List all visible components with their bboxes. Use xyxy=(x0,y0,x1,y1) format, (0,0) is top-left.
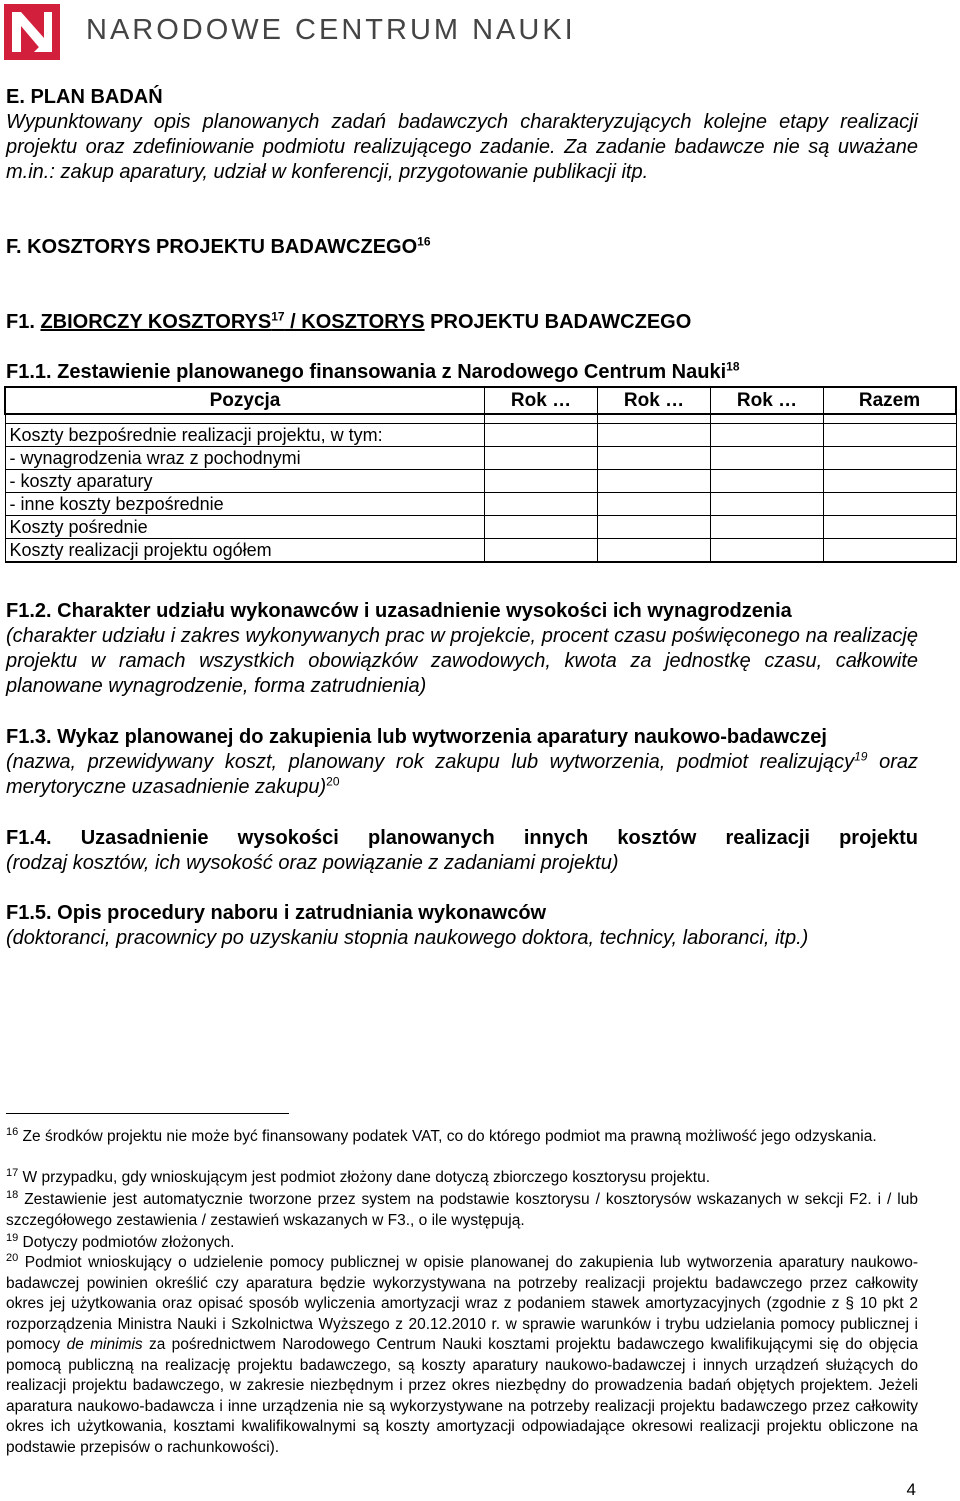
table-spacer-row xyxy=(5,414,956,424)
table-cell[interactable] xyxy=(711,516,824,539)
table-cell[interactable] xyxy=(598,470,711,493)
section-f1-prefix: F1. xyxy=(6,311,41,333)
section-f1-title xyxy=(6,311,691,334)
table-cell[interactable] xyxy=(485,447,598,470)
table-cell[interactable] xyxy=(598,493,711,516)
row-label: Koszty pośrednie xyxy=(5,516,485,539)
table-row xyxy=(5,470,956,493)
section-f-title-text: F. KOSZTORYS PROJEKTU BADAWCZEGO xyxy=(6,236,418,258)
header-razem: Razem xyxy=(824,387,957,414)
table-cell[interactable] xyxy=(824,493,957,516)
table-cell[interactable] xyxy=(824,447,957,470)
footnote-ref-19: 19 xyxy=(854,749,868,764)
table-cell[interactable] xyxy=(711,493,824,516)
table-row xyxy=(5,493,956,516)
section-f1-rest: PROJEKTU BADAWCZEGO xyxy=(424,311,692,333)
table-cell[interactable] xyxy=(485,424,598,447)
row-label: - inne koszty bezpośrednie xyxy=(5,493,485,516)
section-f15-title: F1.5. Opis procedury naboru i zatrudniania wykonawców xyxy=(6,902,547,924)
table-cell[interactable] xyxy=(824,424,957,447)
table-header-row xyxy=(5,387,956,414)
section-f12-title: F1.2. Charakter udziału wykonawców i uzasadnienie wysokości ich wynagrodzenia xyxy=(6,600,792,622)
row-label: Koszty realizacji projektu ogółem xyxy=(5,539,485,563)
table-cell[interactable] xyxy=(598,424,711,447)
table-cell[interactable] xyxy=(824,470,957,493)
section-f13-description: (nazwa, przewidywany koszt, planowany rok zakupu lub wytworzenia, podmiot realizujący$^{19}$ oraz merytoryczne uzasadnienie zakupu)$^{20}$ xyxy=(6,749,918,798)
header-rok-2: Rok … xyxy=(598,387,711,414)
row-label: - koszty aparatury xyxy=(5,470,485,493)
section-f15-description: (doktoranci, pracownicy po uzyskaniu stopnia naukowego doktora, technicy, laboranci, itp.) xyxy=(6,927,809,949)
footnote-ref-17: 17 xyxy=(271,309,285,324)
footnote-17: $^{17}$ W przypadku, gdy wnioskującym jest podmiot złożony dane dotyczą zbiorczego kosztorysu projektu. xyxy=(6,1166,711,1186)
financing-table xyxy=(4,386,957,563)
section-f14-title: F1.4. Uzasadnienie wysokości planowanych innych kosztów realizacji projektu xyxy=(6,827,918,849)
table-cell[interactable] xyxy=(711,424,824,447)
table-row xyxy=(5,516,956,539)
section-f13-title: F1.3. Wykaz planowanej do zakupienia lub wytworzenia aparatury naukowo-badawczej xyxy=(6,726,827,748)
table-cell[interactable] xyxy=(485,516,598,539)
logo-text: NARODOWE CENTRUM NAUKI xyxy=(86,14,576,46)
table-cell[interactable] xyxy=(711,470,824,493)
ncn-logo-icon xyxy=(4,4,60,60)
footnote-19: $^{19}$ Dotyczy podmiotów złożonych. xyxy=(6,1231,235,1251)
table-cell[interactable] xyxy=(485,539,598,563)
section-f11-title: F1.1. Zestawienie planowanego finansowania z Narodowego Centrum Nauki$^{18}$ xyxy=(6,359,740,383)
table-cell[interactable] xyxy=(485,493,598,516)
table-cell[interactable] xyxy=(485,470,598,493)
footnote-divider xyxy=(6,1113,289,1114)
footnote-18: $^{18}$ Zestawienie jest automatycznie tworzone przez system na podstawie kosztorysu / kosztorysów wskazanych w sekcji F2. i / lub szczegółowego zestawienia / zestawień wskazanych w F3., o ile występują. xyxy=(6,1188,918,1229)
page-number: 4 xyxy=(906,1480,916,1499)
section-f12-description: (charakter udziału i zakres wykonywanych prac w projekcie, procent czasu poświęconego na realizację projektu w ramach wszystkich obowiązków zawodowych, kwota za jednostkę czasu, całkowite planowane wynagrodzenie, forma zatrudnienia) xyxy=(6,625,918,697)
section-f-title xyxy=(6,236,431,259)
footnote-16: $^{16}$ Ze środków projektu nie może być finansowany podatek VAT, co do którego podmiot ma prawną możliwość jego odzyskania. xyxy=(6,1125,877,1145)
header-rok-1: Rok … xyxy=(485,387,598,414)
section-e-title: E. PLAN BADAŃ xyxy=(6,86,163,108)
table-cell[interactable] xyxy=(824,516,957,539)
footnote-ref-20: 20 xyxy=(326,774,340,789)
row-label: - wynagrodzenia wraz z pochodnymi xyxy=(5,447,485,470)
row-label: Koszty bezpośrednie realizacji projektu, w tym: xyxy=(5,424,485,447)
table-cell[interactable] xyxy=(711,447,824,470)
table-row xyxy=(5,539,956,563)
table-cell[interactable] xyxy=(598,516,711,539)
section-e-description: Wypunktowany opis planowanych zadań badawczych charakteryzujących kolejne etapy realizacji projektu oraz zdefiniowanie podmiotu realizującego zadanie. Za zadanie badawcze nie są uważane m.in.: zakup aparatury, udział w konferencji, przygotowanie publikacji itp. xyxy=(6,111,918,183)
section-f14-description: (rodzaj kosztów, ich wysokość oraz powiązanie z zadaniami projektu) xyxy=(6,852,619,874)
footnote-20: $^{20}$ Podmiot wnioskujący o udzielenie pomocy publicznej w opisie planowanej do zakupienia lub wytworzenia aparatury naukowo-badawczej powinien określić czy aparatura będzie wykorzystywana na potrzeby realizacji projektu badawczego przez całkowity okres jej użytkowania oraz opisać sposób wyliczenia amortyzacji wraz z podaniem stawek amortyzacyjnych (zgodnie z § 10 pkt 2 rozporządzenia Ministra Nauki i Szkolnictwa Wyższego z 20.12.2010 r. w sprawie warunków i trybu udzielania pomocy publicznej i pomocy de minimis za pośrednictwem Narodowego Centrum Nauki kosztami projektu badawczego kwalifikującymi się do objęcia pomocą publiczną na realizację projektu badawczego, są koszty aparatury naukowo-badawczej i innych urządzeń służących do realizacji projektu badawczego, w zakresie niezbędnym i przez okres niezbędny do prowadzenia badań objętych projektem. Jeżeli aparatura naukowo-badawcza i inne urządzenia nie są wykorzystywane na potrzeby realizacji projektu badawczego przez całkowity okres ich użytkowania, kosztami kwalifikowalnymi są koszty amortyzacji odpowiadające okresowi realizacji projektu obliczone na podstawie przepisów o rachunkowości). xyxy=(6,1251,918,1456)
table-cell[interactable] xyxy=(824,539,957,563)
table-row xyxy=(5,447,956,470)
section-f1-underlined: ZBIORCZY KOSZTORYS$^{17}$ / KOSZTORYS xyxy=(40,309,425,333)
table-cell[interactable] xyxy=(598,447,711,470)
table-row xyxy=(5,424,956,447)
header-rok-3: Rok … xyxy=(711,387,824,414)
footnote-ref-18: 18 xyxy=(726,359,740,374)
table-cell[interactable] xyxy=(711,539,824,563)
footnote-ref-16: 16 xyxy=(417,234,431,249)
header-pozycja: Pozycja xyxy=(5,387,485,414)
table-cell[interactable] xyxy=(598,539,711,563)
